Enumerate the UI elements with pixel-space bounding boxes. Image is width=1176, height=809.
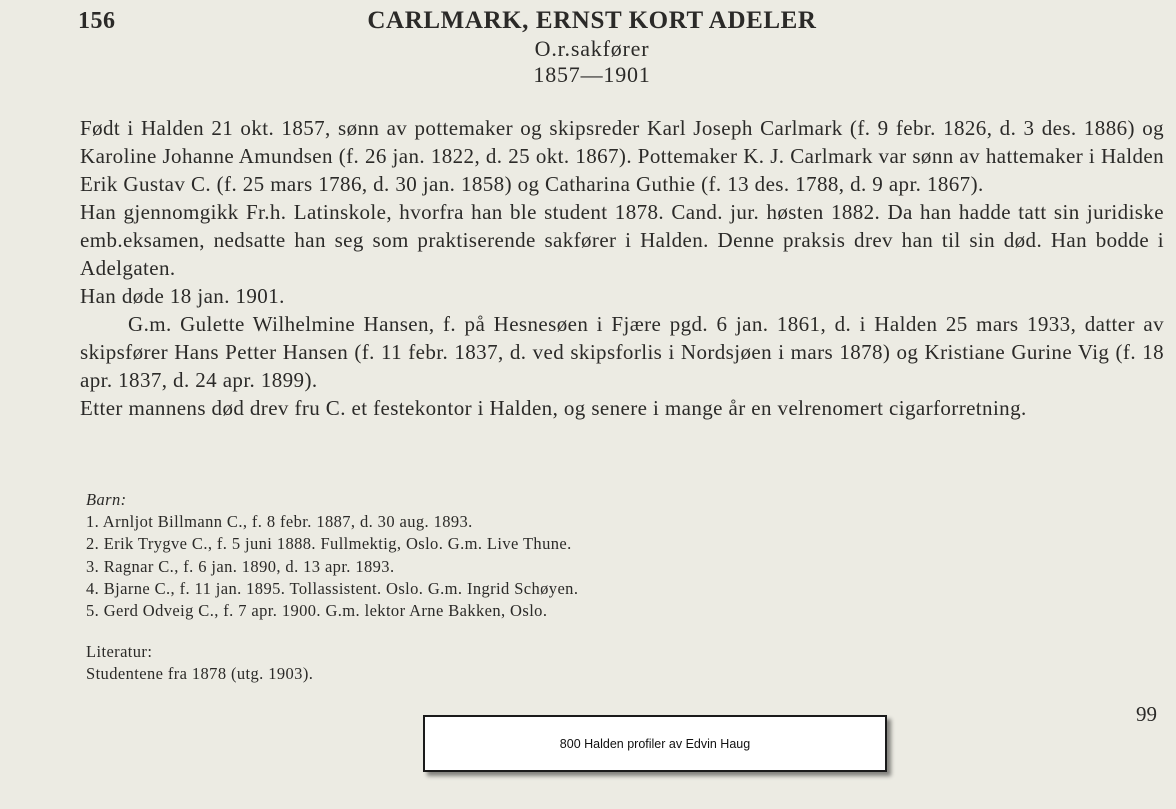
list-item: 1. Arnljot Billmann C., f. 8 febr. 1887, d. 30 aug. 1893. [86,512,473,532]
caption-text: 800 Halden profiler av Edvin Haug [559,736,751,751]
children-list [86,511,986,622]
caption-box [423,715,887,772]
list-item: 3. Ragnar C., f. 6 jan. 1890, d. 13 apr. 1893. [86,556,395,576]
page-number: 156 [78,8,116,34]
children-heading: Barn: [86,490,127,509]
children-section [86,489,986,622]
paragraph-birth: Født i Halden 21 okt. 1857, sønn av pottemaker og skipsreder Karl Joseph Carlmark (f. 9 febr. 1826, d. 3 des. 1886) og Karoline Johanne Amundsen (f. 26 jan. 1822, d. 25 okt. 1867). Pottemaker K. J. Carlmark var sønn av hattemaker i Halden Erik Gustav C. (f. 25 mars 1786, d. 30 jan. 1858) og Catharina Guthie (f. 13 des. 1788, d. 9 apr. 1867). [80,116,1164,196]
literature-entry: Studentene fra 1878 (utg. 1903). [86,664,314,683]
biography-text [80,114,1164,422]
paragraph-death: Han døde 18 jan. 1901. [80,284,285,308]
entry-name: CARLMARK, ERNST KORT ADELER [367,7,817,34]
list-item: 2. Erik Trygve C., f. 5 juni 1888. Fullmektig, Oslo. G.m. Live Thune. [86,534,572,554]
literature-section [86,641,986,685]
entry-header [300,6,884,88]
list-item: 5. Gerd Odveig C., f. 7 apr. 1900. G.m. lektor Arne Bakken, Oslo. [86,601,548,621]
entry-occupation: O.r.sakfører [534,36,650,61]
footer-page-number: 99 [1136,702,1157,726]
paragraph-education: Han gjennomgikk Fr.h. Latinskole, hvorfra han ble student 1878. Cand. jur. høsten 1882. Da han hadde tatt sin juridiske emb.eksamen, nedsatte han seg som praktiserende sakfører i Halden. Denne praksis drev han til sin død. Han bodde i Adelgaten. [80,200,1164,280]
list-item: 4. Bjarne C., f. 11 jan. 1895. Tollassistent. Oslo. G.m. Ingrid Schøyen. [86,578,579,598]
literature-heading: Literatur: [86,642,153,661]
entry-years: 1857—1901 [533,62,651,87]
paragraph-marriage: G.m. Gulette Wilhelmine Hansen, f. på Hesnesøen i Fjære pgd. 6 jan. 1861, d. i Halden 25 mars 1933, datter av skipsfører Hans Petter Hansen (f. 11 febr. 1837, d. ved skipsforlis i Nordsjøen i mars 1878) og Kristiane Gurine Vig (f. 18 apr. 1837, d. 24 apr. 1899). [80,312,1164,392]
paragraph-widow: Etter mannens død drev fru C. et festekontor i Halden, og senere i mange år en velrenomert cigarforretning. [80,396,1027,420]
